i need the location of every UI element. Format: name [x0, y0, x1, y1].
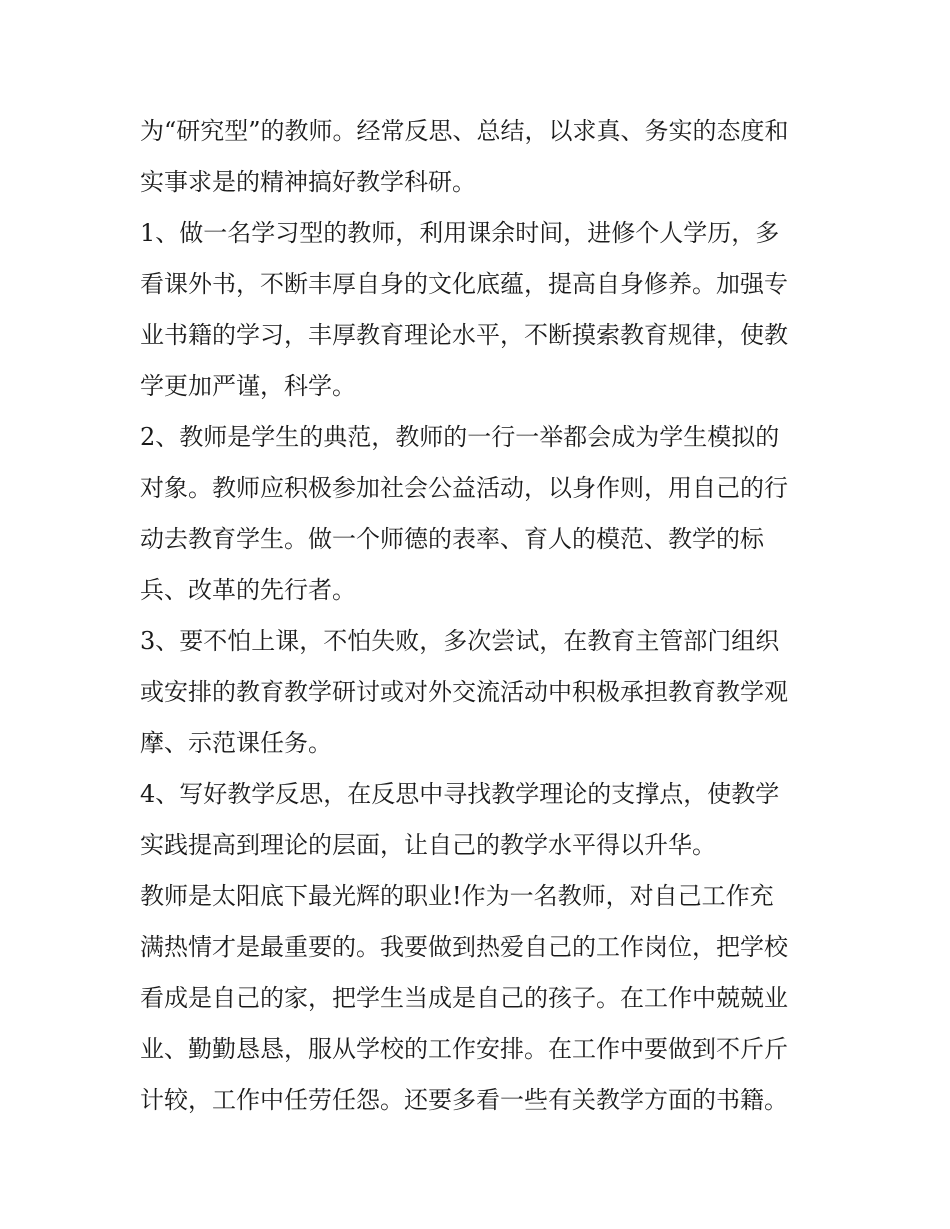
text-line: 对象。教师应积极参加社会公益活动，以身作则，用自己的行: [140, 474, 788, 502]
text-line: 看成是自己的家，把学生当成是自己的孩子。在工作中兢兢业: [140, 984, 788, 1012]
text-line: 教师是太阳底下最光辉的职业!作为一名教师，对自己工作充: [140, 882, 774, 910]
text-line: 实践提高到理论的层面，让自己的教学水平得以升华。: [140, 831, 716, 859]
text-line: 看课外书，不断丰厚自身的文化底蕴，提高自身修养。加强专: [140, 270, 788, 298]
text-line: 业、勤勤恳恳，服从学校的工作安排。在工作中要做到不斤斤: [140, 1035, 788, 1063]
text-line: 动去教育学生。做一个师德的表率、育人的模范、教学的标: [140, 525, 764, 553]
text-line: 计较，工作中任劳任怨。还要多看一些有关教学方面的书籍。: [140, 1086, 788, 1114]
text-line: 业书籍的学习，丰厚教育理论水平，不断摸索教育规律，使教: [140, 321, 788, 349]
text-line: 学更加严谨，科学。: [140, 372, 356, 400]
text-line: 兵、改革的先行者。: [140, 576, 356, 604]
text-line: 或安排的教育教学研讨或对外交流活动中积极承担教育教学观: [140, 678, 788, 706]
text-line: 摩、示范课任务。: [140, 729, 332, 757]
text-line: 为“研究型”的教师。经常反思、总结，以求真、务实的态度和: [140, 117, 789, 145]
text-line: 4、写好教学反思，在反思中寻找教学理论的支撑点，使教学: [140, 780, 780, 808]
text-line: 实事求是的精神搞好教学科研。: [140, 168, 476, 196]
text-line: 满热情才是最重要的。我要做到热爱自己的工作岗位，把学校: [140, 933, 788, 961]
text-line: 3、要不怕上课，不怕失败，多次尝试，在教育主管部门组织: [140, 627, 780, 655]
document-body: [140, 106, 820, 1126]
text-line: 1、做一名学习型的教师，利用课余时间，进修个人学历，多: [140, 219, 780, 247]
text-line: 2、教师是学生的典范，教师的一行一举都会成为学生模拟的: [140, 423, 780, 451]
